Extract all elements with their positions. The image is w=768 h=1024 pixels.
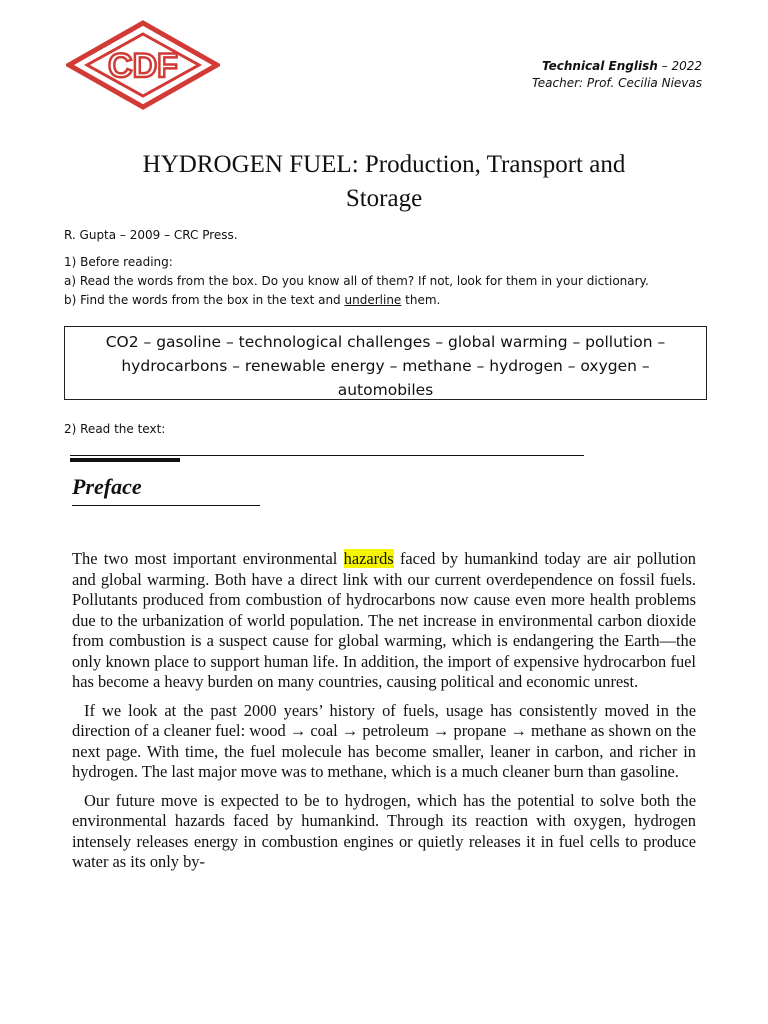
paragraph-2: If we look at the past 2000 years’ history of fuels, usage has consistently moved in the direction of a cleaner fuel: wood → coal → petroleum → propane → methane as shown on the next page. With time, the fuel molecule has become smaller, leaner in carbon, and richer in hydrogen. The last major move was to methane, which is a much cleaner burn than gasoline. (72, 700, 696, 781)
paragraph-1: The two most important environmental hazards faced by humankind today are air pollution and global warming. Both have a direct link with our current overdependence on fossil fuels. Pollutants produced from combustion of hydrocarbons now cause even more health problems due to the urbanization of world population. The net increase in environmental carbon dioxide from combustion is a suspect cause for global warming, which is endangering the Earth—the only known place to support human life. In addition, the import of expensive hydrocarbon fuel has become a heavy burden on many countries, causing political and economic unrest. (72, 549, 696, 691)
school-logo (66, 20, 220, 110)
reference: R. Gupta – 2009 – CRC Press. (64, 228, 238, 242)
course-info (532, 58, 702, 92)
document-title: HYDROGEN FUEL: Production, Transport and Storage (142, 151, 626, 212)
instruction-step1: 1) Before reading: (64, 255, 173, 269)
course-name: Technical English (541, 59, 658, 73)
divider-accent (70, 458, 180, 462)
instruction-b: b) Find the words from the box in the text and underline them. (64, 293, 441, 307)
vocabulary-box: CO2 – gasoline – technological challenges – global warming – pollution – hydrocarbons – renewable energy – methane – hydrogen – oxygen – automobiles (64, 326, 707, 400)
course-year: – 2022 (661, 59, 702, 73)
svg-text:CDF: CDF (108, 47, 178, 85)
preface-text (72, 549, 696, 881)
instruction-step2: 2) Read the text: (64, 422, 166, 436)
instruction-a: a) Read the words from the box. Do you know all of them? If not, look for them in your dictionary. (64, 274, 649, 288)
paragraph-3: Our future move is expected to be to hydrogen, which has the potential to solve both the environmental hazards faced by humankind. Through its reaction with oxygen, hydrogen intensely releases energy in combustion engines or quietly releases it in fuel cells to produce water as its only by- (72, 790, 696, 871)
section-title-underline (72, 505, 260, 506)
divider (70, 455, 584, 456)
instructions (64, 253, 649, 310)
highlighted-word: hazards (343, 549, 394, 568)
teacher-name: Teacher: Prof. Cecilia Nievas (531, 76, 702, 90)
section-title: Preface (72, 474, 142, 499)
